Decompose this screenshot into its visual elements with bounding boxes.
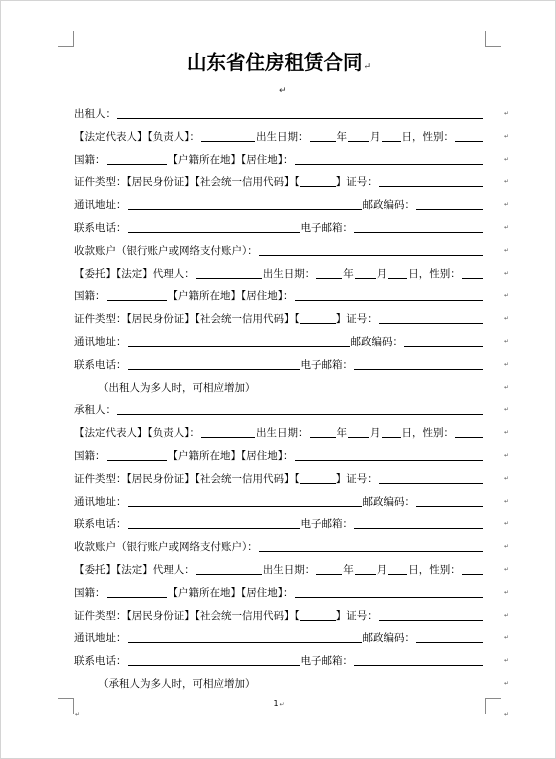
- lessee-label: 承租人：: [74, 404, 116, 417]
- address-field[interactable]: [128, 497, 362, 507]
- year-label: 年: [343, 563, 354, 576]
- residence-label: 【户籍所在地】【居住地】：: [167, 153, 294, 166]
- lessee-agent-contact-row: [74, 650, 510, 673]
- lessor-agent-id-row: [74, 308, 510, 331]
- birth-date-label: 出生日期：: [262, 267, 316, 280]
- month-label: 月: [370, 427, 381, 440]
- paragraph-mark-icon: ↵: [504, 315, 510, 323]
- phone-field[interactable]: [128, 656, 300, 666]
- paragraph-mark-icon: ↵: [504, 520, 510, 528]
- postcode-label: 邮政编码：: [362, 199, 415, 212]
- birth-date-label: 出生日期：: [262, 563, 316, 576]
- year-label: 年: [336, 130, 347, 143]
- birth-month-field[interactable]: [355, 269, 376, 279]
- nationality-field[interactable]: [107, 588, 167, 598]
- address-label: 通讯地址：: [74, 495, 127, 508]
- postcode-field[interactable]: [416, 497, 483, 507]
- phone-label: 联系电话：: [74, 655, 127, 668]
- id-number-field[interactable]: [379, 314, 483, 324]
- legal-rep-name-field[interactable]: [201, 132, 255, 142]
- email-label: 电子邮箱：: [300, 358, 353, 371]
- lessor-multiple-note: （出租人为多人时，可相应增加）: [98, 381, 256, 394]
- lessee-name-field[interactable]: [117, 405, 483, 415]
- paragraph-mark-icon: ↵: [504, 543, 510, 551]
- month-label: 月: [376, 563, 388, 576]
- birth-day-field[interactable]: [388, 565, 407, 575]
- paragraph-mark-icon: ↵: [504, 223, 510, 231]
- account-label: 收款账户（银行账户或网络支付账户）：: [74, 244, 258, 257]
- agent-label: 【委托】【法定】代理人：: [74, 267, 195, 280]
- email-label: 电子邮箱：: [300, 221, 353, 234]
- crop-mark-top-left: [73, 31, 74, 47]
- birth-year-field[interactable]: [310, 428, 336, 438]
- phone-label: 联系电话：: [74, 221, 127, 234]
- legal-rep-label: 【法定代表人】【负责人】：: [74, 427, 200, 440]
- phone-field[interactable]: [128, 223, 300, 233]
- lessor-agent-address-row: [74, 331, 510, 354]
- nationality-field[interactable]: [107, 291, 167, 301]
- id-number-label: 】证号：: [335, 609, 378, 622]
- lessor-nationality-row: [74, 149, 510, 172]
- year-label: 年: [336, 427, 347, 440]
- paragraph-mark-icon: ↵: [504, 474, 510, 482]
- account-field[interactable]: [259, 246, 483, 256]
- id-type-other-field[interactable]: [300, 611, 336, 621]
- lessee-legal-rep-row: [74, 422, 510, 445]
- lessee-agent-nationality-row: [74, 582, 510, 605]
- lessee-address-row: [74, 491, 510, 514]
- address-field[interactable]: [128, 633, 362, 643]
- residence-field[interactable]: [295, 155, 484, 165]
- paragraph-mark-icon: ↵: [504, 565, 510, 573]
- nationality-label: 国籍：: [74, 586, 106, 599]
- lessor-agent-nationality-row: [74, 285, 510, 308]
- paragraph-mark-icon: ↵: [504, 201, 510, 209]
- lessee-multiple-note: （承租人为多人时，可相应增加）: [98, 677, 256, 690]
- birth-day-field[interactable]: [388, 269, 407, 279]
- gender-field[interactable]: [462, 269, 483, 279]
- paragraph-mark-icon: ↵: [504, 679, 510, 687]
- year-label: 年: [343, 267, 354, 280]
- birth-month-field[interactable]: [355, 565, 376, 575]
- lessor-agent-contact-row: [74, 354, 510, 377]
- gender-field[interactable]: [462, 565, 483, 575]
- paragraph-mark-icon: ↵: [504, 611, 510, 619]
- birth-date-label: 出生日期：: [256, 427, 309, 440]
- paragraph-mark-icon: ↵: [504, 110, 510, 117]
- day-gender-label: 日，性别：: [401, 427, 454, 440]
- lessee-note-row: [74, 673, 510, 696]
- id-type-label: 证件类型：【居民身份证】【社会统一信用代码】【: [74, 472, 300, 485]
- id-type-label: 证件类型：【居民身份证】【社会统一信用代码】【: [74, 313, 300, 326]
- paragraph-mark-icon: ↵: [363, 62, 372, 72]
- id-type-label: 证件类型：【居民身份证】【社会统一信用代码】【: [74, 176, 300, 189]
- id-number-label: 】证号：: [335, 472, 378, 485]
- paragraph-mark-icon: ↵: [504, 360, 510, 368]
- id-type-label: 证件类型：【居民身份证】【社会统一信用代码】【: [74, 609, 300, 622]
- month-label: 月: [376, 267, 388, 280]
- paragraph-mark-icon: ↵: [504, 178, 510, 186]
- residence-label: 【户籍所在地】【居住地】：: [167, 449, 294, 462]
- nationality-field[interactable]: [107, 155, 167, 165]
- account-field[interactable]: [259, 542, 483, 552]
- legal-rep-name-field[interactable]: [201, 428, 255, 438]
- lessee-agent-address-row: [74, 627, 510, 650]
- lessee-contact-row: [74, 513, 510, 536]
- email-label: 电子邮箱：: [300, 518, 353, 531]
- address-label: 通讯地址：: [74, 199, 127, 212]
- title-text: 山东省住房租赁合同: [186, 51, 363, 74]
- lessee-account-row: [74, 536, 510, 559]
- phone-field[interactable]: [128, 360, 300, 370]
- paragraph-mark-icon: ↵: [75, 711, 81, 718]
- month-label: 月: [370, 130, 381, 143]
- lessee-row: [74, 399, 510, 422]
- phone-field[interactable]: [128, 519, 300, 529]
- paragraph-mark-icon: ↵: [504, 711, 510, 718]
- agent-name-field[interactable]: [196, 565, 262, 575]
- birth-year-field[interactable]: [310, 132, 336, 142]
- document-title: [1, 51, 556, 79]
- id-number-label: 】证号：: [335, 176, 378, 189]
- postcode-label: 邮政编码：: [350, 335, 403, 348]
- paragraph-mark-icon: ↵: [504, 246, 510, 254]
- paragraph-mark-icon: ↵: [504, 383, 510, 391]
- paragraph-mark-icon: ↵: [279, 701, 285, 708]
- postcode-label: 邮政编码：: [362, 495, 415, 508]
- postcode-field[interactable]: [416, 633, 483, 643]
- lessor-row: [74, 103, 510, 126]
- nationality-label: 国籍：: [74, 449, 106, 462]
- id-type-other-field[interactable]: [300, 474, 336, 484]
- paragraph-mark-icon: ↵: [504, 451, 510, 459]
- postcode-field[interactable]: [416, 200, 483, 210]
- lessor-note-row: [74, 377, 510, 400]
- nationality-label: 国籍：: [74, 153, 106, 166]
- id-number-field[interactable]: [379, 611, 483, 621]
- paragraph-mark-icon: ↵: [504, 337, 510, 345]
- address-label: 通讯地址：: [74, 335, 127, 348]
- phone-label: 联系电话：: [74, 358, 127, 371]
- birth-day-field[interactable]: [382, 132, 401, 142]
- page-number: 1: [273, 699, 279, 708]
- birth-day-field[interactable]: [382, 428, 401, 438]
- email-field[interactable]: [354, 519, 483, 529]
- lessee-agent-row: [74, 559, 510, 582]
- paragraph-mark-icon: ↵: [504, 155, 510, 163]
- address-label: 通讯地址：: [74, 632, 127, 645]
- postcode-field[interactable]: [404, 337, 483, 347]
- lessor-account-row: [74, 240, 510, 263]
- day-gender-label: 日，性别：: [408, 563, 461, 576]
- day-gender-label: 日，性别：: [408, 267, 461, 280]
- id-number-field[interactable]: [379, 474, 483, 484]
- id-number-label: 】证号：: [335, 313, 378, 326]
- email-field[interactable]: [354, 656, 483, 666]
- lessor-label: 出租人：: [74, 108, 116, 120]
- agent-name-field[interactable]: [196, 269, 262, 279]
- email-field[interactable]: [354, 223, 483, 233]
- paragraph-mark-icon: ↵: [279, 86, 287, 96]
- paragraph-mark-icon: ↵: [504, 657, 510, 665]
- birth-month-field[interactable]: [348, 132, 369, 142]
- residence-field[interactable]: [295, 451, 484, 461]
- id-number-field[interactable]: [379, 177, 483, 187]
- birth-date-label: 出生日期：: [256, 130, 309, 143]
- paragraph-mark-icon: ↵: [504, 497, 510, 505]
- email-label: 电子邮箱：: [300, 655, 353, 668]
- paragraph-mark-icon: ↵: [504, 588, 510, 596]
- lessee-agent-id-row: [74, 605, 510, 628]
- address-field[interactable]: [128, 200, 362, 210]
- paragraph-mark-icon: ↵: [504, 429, 510, 437]
- nationality-field[interactable]: [107, 451, 167, 461]
- birth-month-field[interactable]: [348, 428, 369, 438]
- email-field[interactable]: [354, 360, 483, 370]
- lessee-id-row: [74, 468, 510, 491]
- residence-field[interactable]: [295, 291, 484, 301]
- paragraph-mark-icon: ↵: [504, 634, 510, 642]
- nationality-label: 国籍：: [74, 290, 106, 303]
- lessor-contact-row: [74, 217, 510, 240]
- paragraph-mark-icon: ↵: [504, 269, 510, 277]
- page-footer: [1, 698, 556, 711]
- birth-year-field[interactable]: [316, 269, 342, 279]
- crop-mark-top-right: [486, 46, 501, 47]
- id-type-other-field[interactable]: [300, 177, 336, 187]
- address-field[interactable]: [128, 337, 350, 347]
- account-label: 收款账户（银行账户或网络支付账户）：: [74, 541, 258, 554]
- legal-rep-label: 【法定代表人】【负责人】：: [74, 130, 200, 143]
- id-type-other-field[interactable]: [300, 314, 336, 324]
- postcode-label: 邮政编码：: [362, 632, 415, 645]
- lessor-name-field[interactable]: [117, 109, 483, 119]
- lessor-legal-rep-row: [74, 126, 510, 149]
- birth-year-field[interactable]: [316, 565, 342, 575]
- party-info-form: [74, 103, 510, 696]
- agent-label: 【委托】【法定】代理人：: [74, 563, 195, 576]
- paragraph-mark-icon: ↵: [504, 406, 510, 414]
- paragraph-mark-icon: ↵: [504, 132, 510, 140]
- day-gender-label: 日，性别：: [401, 130, 454, 143]
- lessor-address-row: [74, 194, 510, 217]
- residence-label: 【户籍所在地】【居住地】：: [167, 586, 294, 599]
- lessor-id-row: [74, 171, 510, 194]
- lessor-agent-row: [74, 263, 510, 286]
- lessee-nationality-row: [74, 445, 510, 468]
- crop-mark-top-right: [485, 31, 486, 47]
- phone-label: 联系电话：: [74, 518, 127, 531]
- gender-field[interactable]: [455, 132, 483, 142]
- residence-label: 【户籍所在地】【居住地】：: [167, 290, 294, 303]
- paragraph-mark-icon: ↵: [504, 292, 510, 300]
- residence-field[interactable]: [295, 588, 484, 598]
- crop-mark-top-left: [58, 46, 73, 47]
- gender-field[interactable]: [455, 428, 483, 438]
